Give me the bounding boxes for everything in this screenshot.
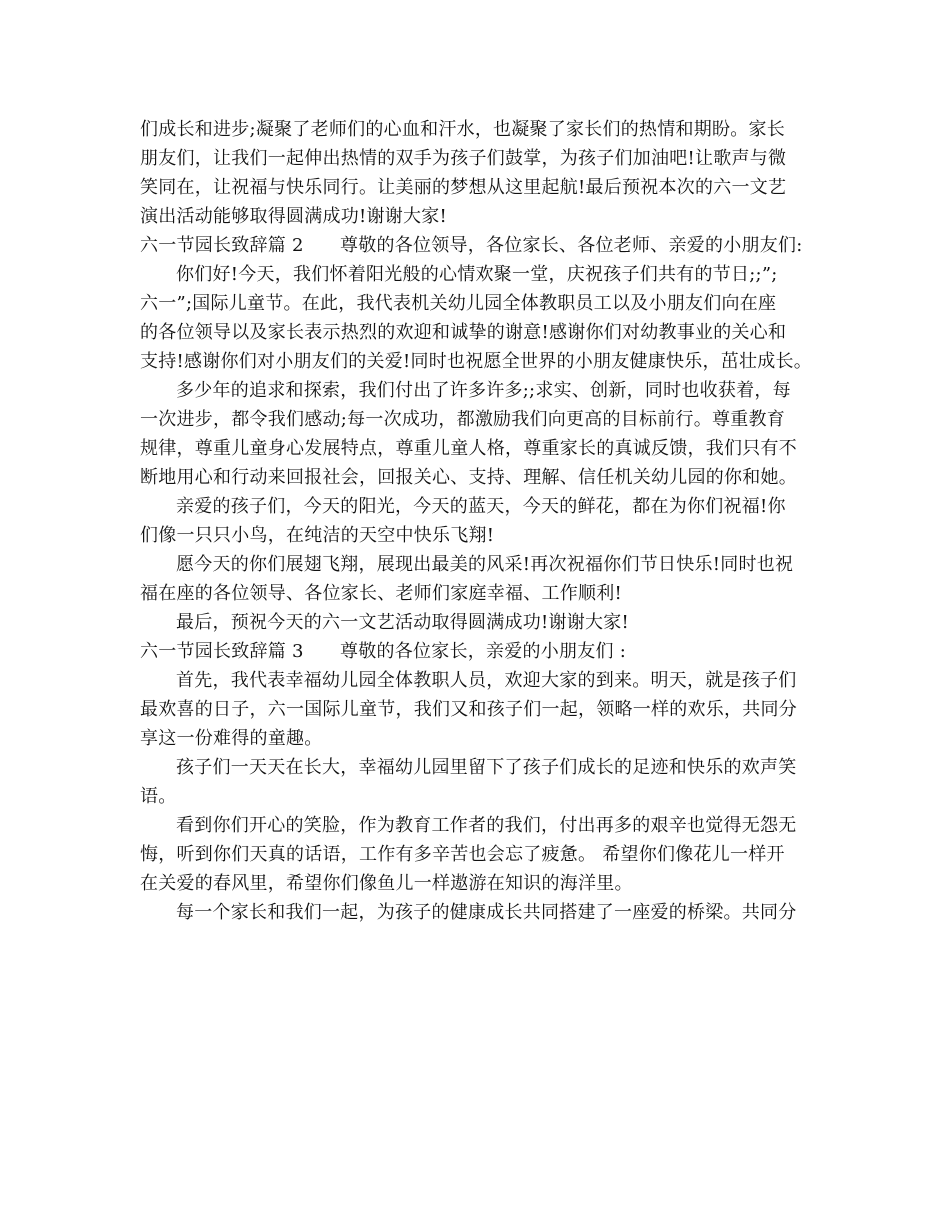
paragraph-line: 规律，尊重儿童身心发展特点，尊重儿童人格，尊重家长的真诚反馈，我们只有不 [140, 438, 797, 459]
section-heading [140, 231, 820, 260]
paragraph-line: 断地用心和行动来回报社会，回报关心、支持、理解、信任机关幼儿园的你和她。 [140, 467, 797, 488]
paragraph-line: 笑同在，让祝福与快乐同行。让美丽的梦想从这里起航!最后预祝本次的六一文艺 [140, 177, 787, 198]
salutation: 尊敬的各位领导，各位家长、各位老师、亲爱的小朋友们: [340, 235, 803, 256]
paragraph-line: 看到你们开心的笑脸，作为教育工作者的我们，付出再多的艰辛也觉得无怨无 [176, 815, 797, 836]
paragraph-line: 演出活动能够取得圆满成功!谢谢大家! [140, 206, 447, 227]
paragraph-line: 们成长和进步;凝聚了老师们的心血和汗水，也凝聚了家长们的热情和期盼。家长 [140, 119, 786, 140]
paragraph-line: 朋友们，让我们一起伸出热情的双手为孩子们鼓掌，为孩子们加油吧!让歌声与微 [140, 148, 787, 169]
paragraph-line: 每一个家长和我们一起，为孩子的健康成长共同搭建了一座爱的桥梁。共同分 [176, 902, 797, 923]
paragraph-line: 悔，听到你们天真的话语，工作有多辛苦也会忘了疲惫。 希望你们像花儿一样开 [140, 844, 785, 865]
paragraph-line: 孩子们一天天在长大，幸福幼儿园里留下了孩子们成长的足迹和快乐的欢声笑 [176, 757, 797, 778]
paragraph-line: 愿今天的你们展翅飞翔，展现出最美的风采!再次祝福你们节日快乐!同时也祝 [176, 554, 794, 575]
paragraph-line: 们像一只只小鸟，在纯洁的天空中快乐飞翔! [140, 525, 495, 546]
paragraph-line: 的各位领导以及家长表示热烈的欢迎和诚挚的谢意!感谢你们对幼教事业的关心和 [140, 322, 787, 343]
paragraph-line: 在关爱的春风里，希望你们像鱼儿一样遨游在知识的海洋里。 [140, 873, 633, 894]
paragraph-line: 最欢喜的日子，六一国际儿童节，我们又和孩子们一起，领略一样的欢乐，共同分 [140, 699, 797, 720]
paragraph-line: 亲爱的孩子们，今天的阳光，今天的蓝天，今天的鲜花，都在为你们祝福!你 [176, 496, 786, 517]
section-heading [140, 637, 820, 666]
paragraph-line: 你们好!今天，我们怀着阳光般的心情欢聚一堂，庆祝孩子们共有的节日;;”; [176, 264, 778, 285]
section-title: 六一节园长致辞篇 3 [140, 641, 304, 662]
paragraph-line: 福在座的各位领导、各位家长、老师们家庭幸福、工作顺利! [140, 583, 622, 604]
document-body [140, 115, 820, 927]
paragraph-line: 六一”;国际儿童节。在此，我代表机关幼儿园全体教职员工以及小朋友们向在座 [140, 293, 777, 314]
paragraph-line: 多少年的追求和探索，我们付出了许多许多;;求实、创新，同时也收获着，每 [176, 380, 791, 401]
section-title: 六一节园长致辞篇 2 [140, 235, 304, 256]
paragraph-line: 一次进步，都令我们感动;每一次成功，都激励我们向更高的目标前行。尊重教育 [140, 409, 786, 430]
salutation: 尊敬的各位家长，亲爱的小朋友们 : [340, 641, 627, 662]
paragraph-line: 首先，我代表幸福幼儿园全体教职人员，欢迎大家的到来。明天，就是孩子们 [176, 670, 797, 691]
paragraph-line: 最后，预祝今天的六一文艺活动取得圆满成功!谢谢大家! [176, 612, 629, 633]
paragraph-line: 语。 [140, 786, 177, 807]
paragraph-line: 支持!感谢你们对小朋友们的关爱!同时也祝愿全世界的小朋友健康快乐，茁壮成长。 [140, 351, 812, 372]
paragraph-line: 享这一份难得的童趣。 [140, 728, 323, 749]
